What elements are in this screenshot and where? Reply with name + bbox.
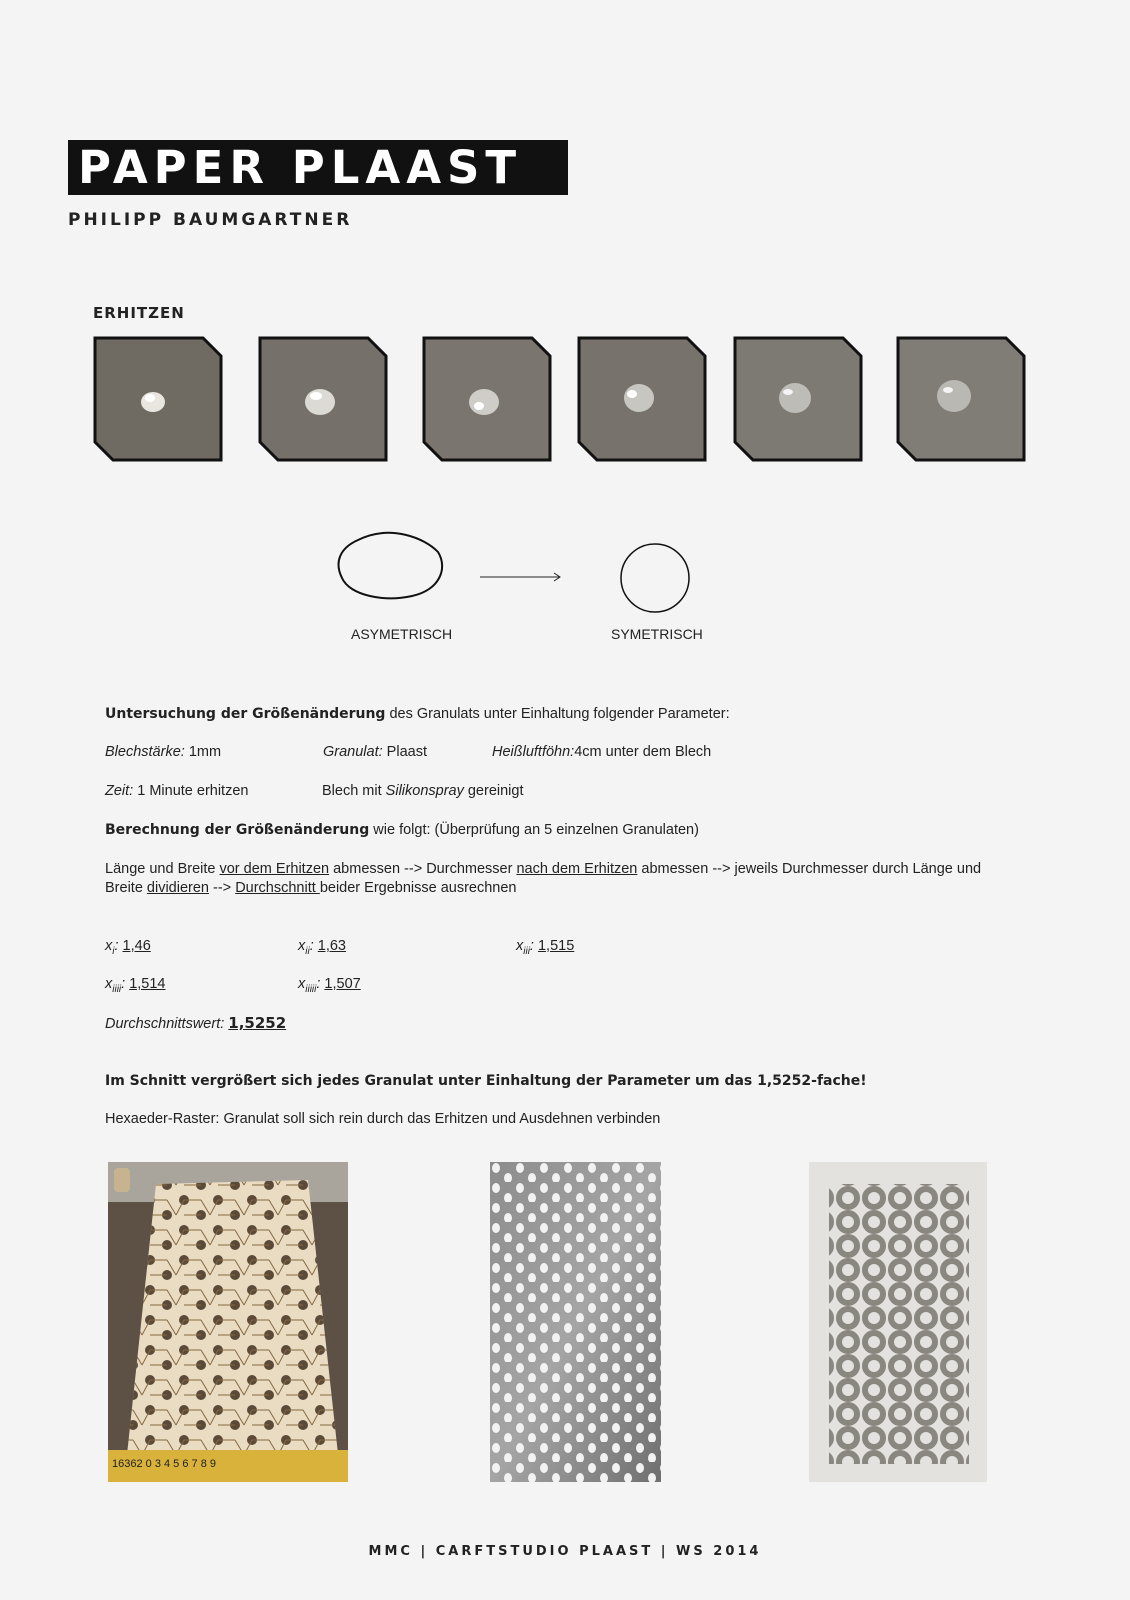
- hexagon-grid-note: Hexaeder-Raster: Granulat soll sich rein durch das Erhitzen und Ausdehnen verbinden: [105, 1111, 661, 1127]
- metal-sheet-photo: [490, 1162, 661, 1482]
- heating-photo-stage-3: [422, 336, 552, 462]
- page-footer: MMC | CARFTSTUDIO PLAAST | WS 2014: [368, 1544, 762, 1559]
- heating-photo-stage-4: [577, 336, 707, 462]
- measurement-x-iiiii: $x_{iiiii}$: 1,507: [298, 976, 361, 995]
- section-heading-heating: ERHITZEN: [93, 304, 185, 322]
- measurement-x-iii: $x_{iii}$: 1,515: [516, 938, 575, 957]
- method-description: Länge und Breite vor dem Erhitzen abmessen --> Durchmesser nach dem Erhitzen abmessen --> jeweils Durchmesser durch Länge und Breite dividieren --> Durchschnitt beider Ergebnisse ausrechnen: [105, 861, 982, 896]
- author-name: PHILIPP BAUMGARTNER: [68, 210, 353, 230]
- ruler-markings: 16362 0 3 4 5 6 7 8 9: [112, 1458, 216, 1470]
- measurement-x-iiii: $x_{iiii}$: 1,514: [105, 976, 166, 995]
- param-granulate: Granulat: Plaast: [323, 744, 427, 760]
- page-title: PAPER PLAAST: [68, 140, 568, 195]
- heating-photo-stage-5: [733, 336, 863, 462]
- symmetric-label: SYMETRISCH: [611, 626, 703, 642]
- conclusion-headline: Im Schnitt vergrößert sich jedes Granulat unter Einhaltung der Parameter um das 1,5252-fache!: [105, 1073, 867, 1089]
- asymmetric-shape: [339, 533, 443, 598]
- param-sheet-thickness: Blechstärke: 1mm: [105, 744, 222, 760]
- param-time: Zeit: 1 Minute erhitzen: [105, 783, 249, 799]
- symmetric-shape: [621, 544, 689, 612]
- asymmetric-label: ASYMETRISCH: [351, 626, 453, 642]
- study-intro: Untersuchung der Größenänderung des Granulats unter Einhaltung folgender Parameter:: [105, 706, 730, 722]
- measurement-x-i: $x_i$: 1,46: [105, 938, 151, 957]
- param-heat-gun: Heißluftföhn:4cm unter dem Blech: [492, 744, 712, 760]
- calculation-intro: Berechnung der Größenänderung wie folgt: (Überprüfung an 5 einzelnen Granulaten): [105, 822, 699, 838]
- heating-photo-stage-6: [896, 336, 1026, 462]
- connected-granulate-photo: [809, 1162, 987, 1482]
- param-cleaning: Blech mit Silikonspray gereinigt: [322, 783, 524, 799]
- measurement-x-ii: $x_{ii}$: 1,63: [298, 938, 346, 957]
- heating-photo-stage-1: [93, 336, 223, 462]
- hexagon-template-photo: [108, 1162, 348, 1482]
- heating-photo-stage-2: [258, 336, 388, 462]
- average-value: Durchschnittswert: 1,5252: [105, 1014, 287, 1032]
- shape-diagram: [330, 530, 710, 620]
